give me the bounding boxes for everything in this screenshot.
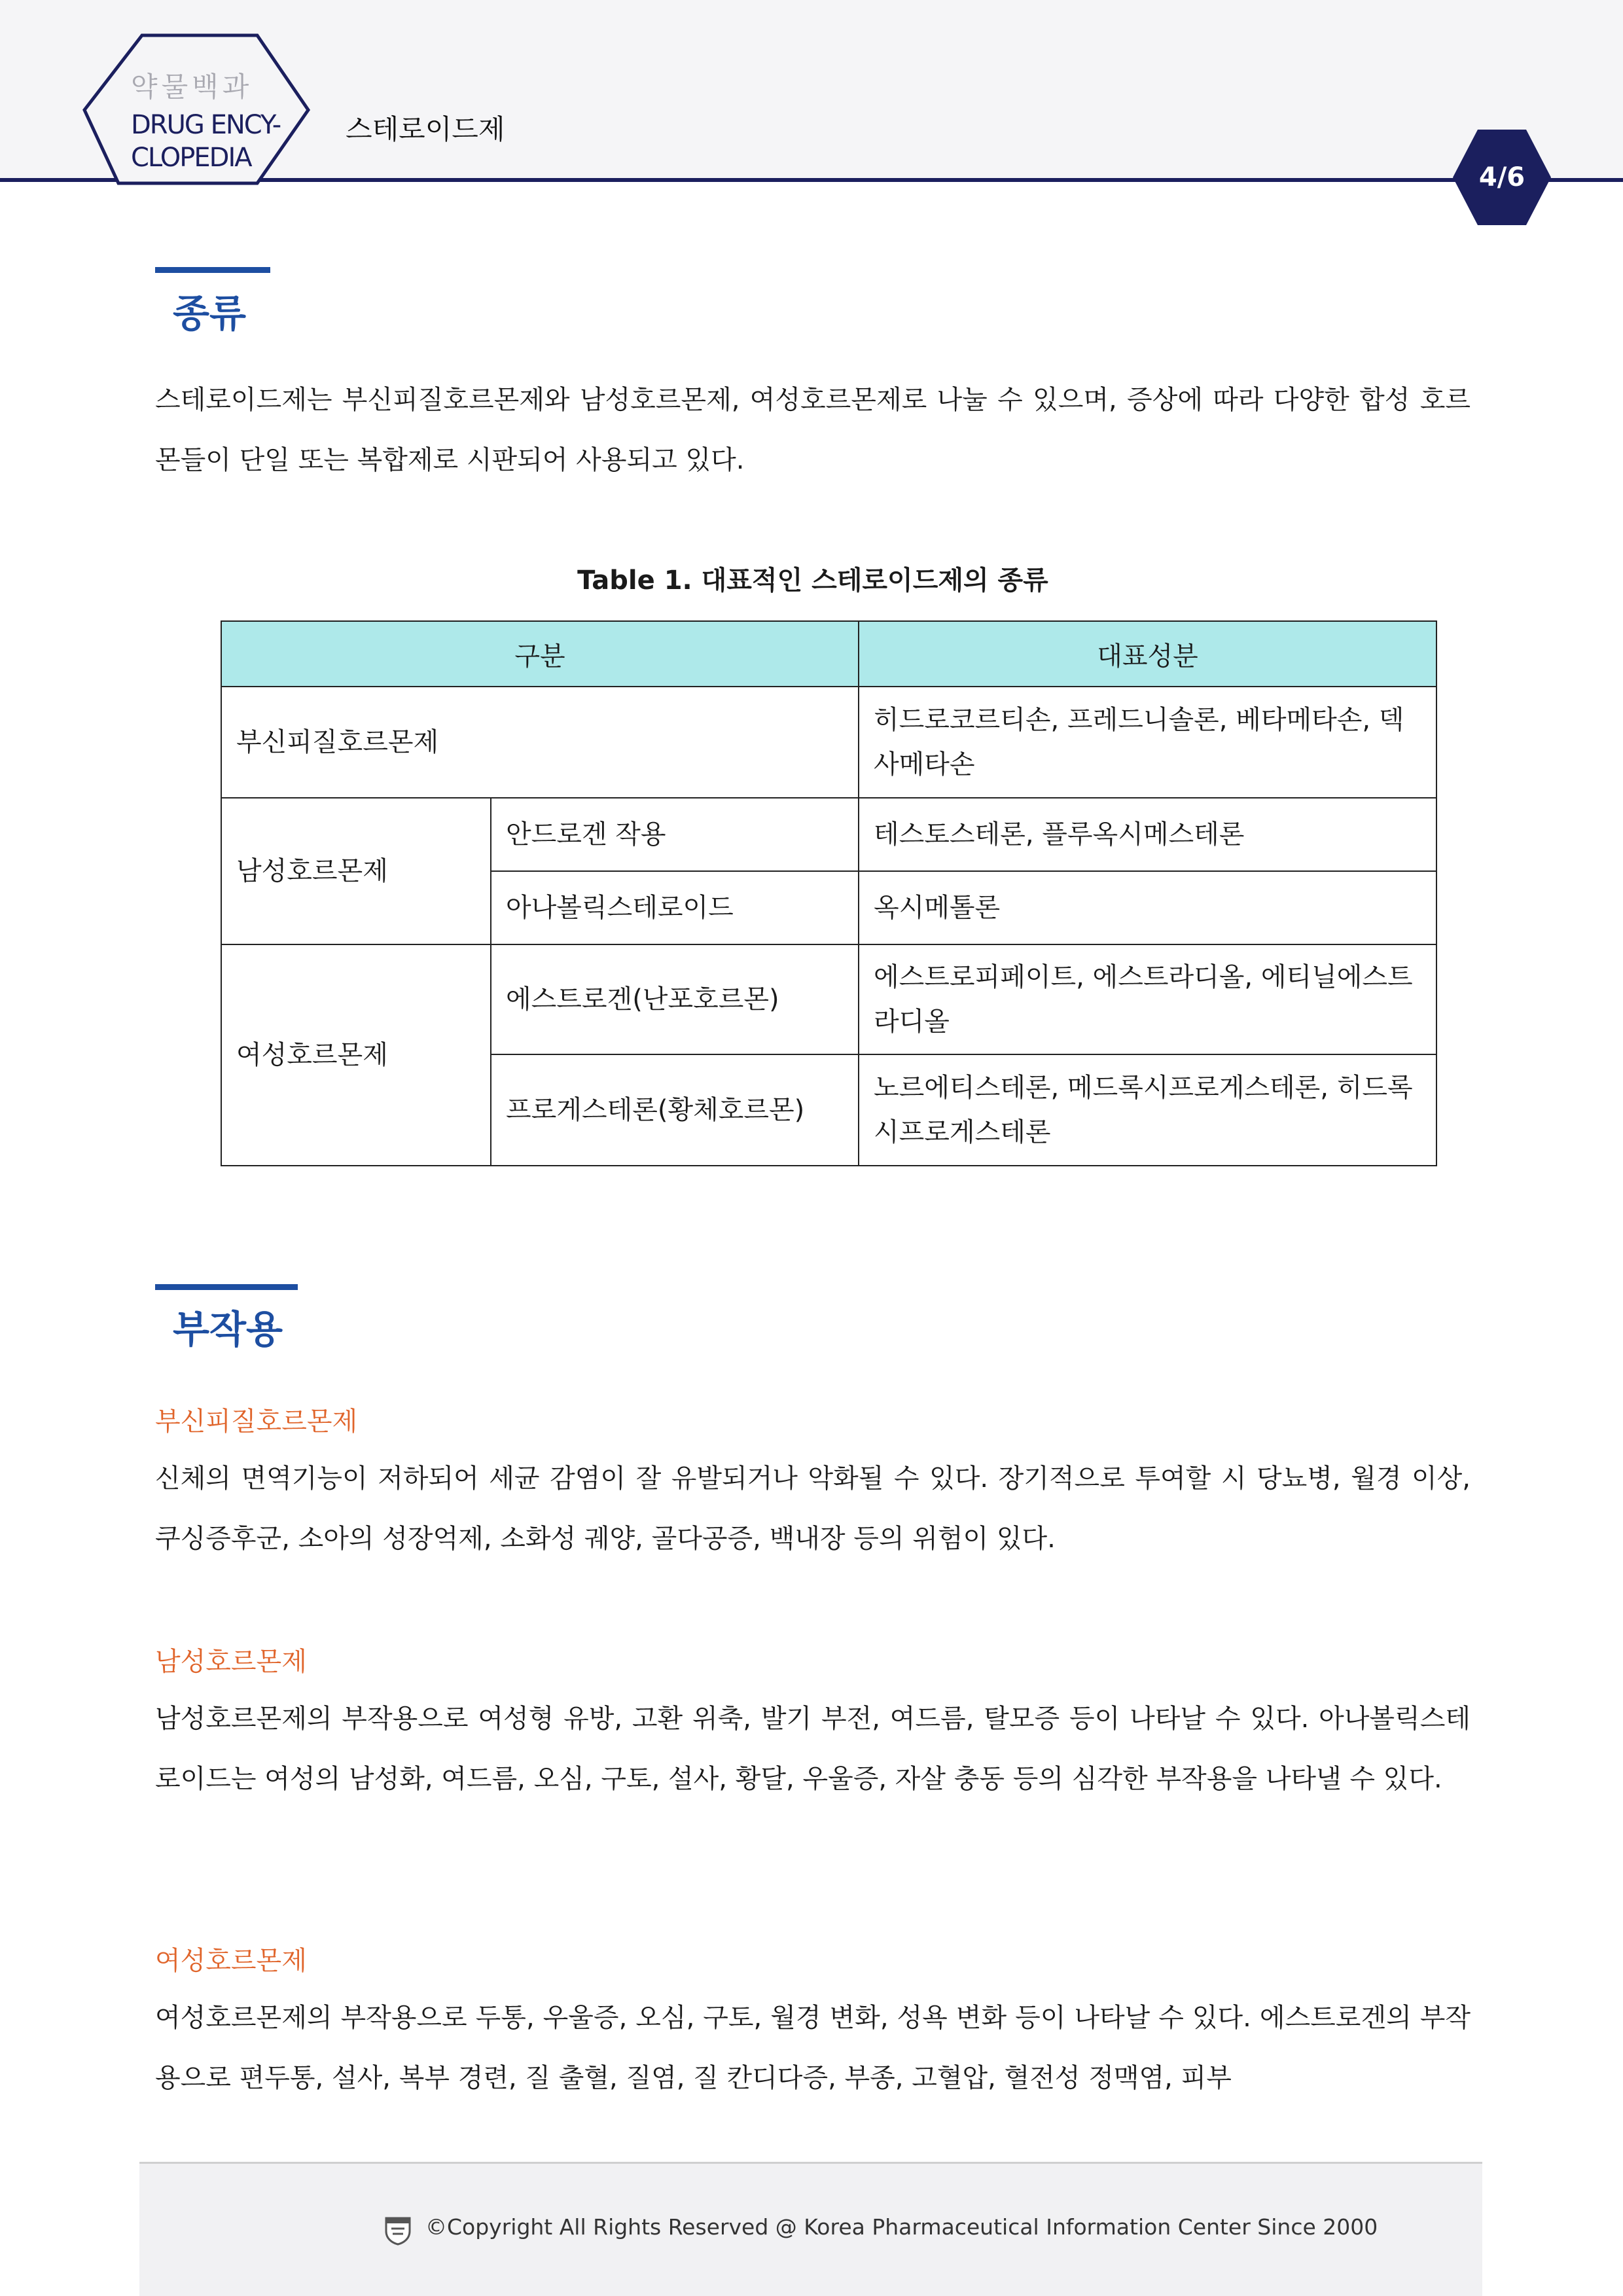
logo-english-line1: DRUG ENCY- xyxy=(131,110,281,140)
table-row xyxy=(221,798,1436,871)
table-cell-subcategory: 아나볼릭스테로이드 xyxy=(491,871,859,944)
section-types-bar xyxy=(155,267,270,273)
logo-korean: 약물백과 xyxy=(131,71,253,103)
table-cell-components: 노르에티스테론, 메드록시프로게스테론, 히드록시프로게스테론 xyxy=(859,1054,1436,1166)
table-cell-components: 히드로코르티손, 프레드니솔론, 베타메타손, 덱사메타손 xyxy=(859,687,1436,798)
table-caption: Table 1. 대표적인 스테로이드제의 종류 xyxy=(577,565,1048,596)
table-header-components: 대표성분 xyxy=(859,621,1436,687)
subsection-female-body: 여성호르몬제의 부작용으로 두통, 우울증, 오심, 구토, 월경 변화, 성욕 변화 등이 나타날 수 있다. 에스트로겐의 부작용으로 편두통, 설사, 복부 경련, 질 출혈, 질염, 질 칸디다증, 부종, 고혈압, 혈전성 정맥염, 피부 xyxy=(155,2003,1471,2093)
table-cell-components: 옥시메톨론 xyxy=(859,871,1436,944)
table-cell-category: 남성호르몬제 xyxy=(221,798,491,944)
subsection-adrenal-heading: 부신피질호르몬제 xyxy=(155,1407,358,1437)
table-header-row xyxy=(221,621,1436,687)
shield-crest-icon xyxy=(383,2214,412,2246)
table-cell-subcategory: 프로게스테론(황체호르몬) xyxy=(491,1054,859,1166)
section-side-effects-bar xyxy=(155,1284,298,1290)
subsection-male-heading: 남성호르몬제 xyxy=(155,1647,307,1677)
subsection-adrenal-body: 신체의 면역기능이 저하되어 세균 감염이 잘 유발되거나 악화될 수 있다. 장기적으로 투여할 시 당뇨병, 월경 이상, 쿠싱증후군, 소아의 성장억제, 소화성 궤양, 골다공증, 백내장 등의 위험이 있다. xyxy=(155,1463,1471,1554)
table-cell-category: 여성호르몬제 xyxy=(221,944,491,1166)
subsection-male-body: 남성호르몬제의 부작용으로 여성형 유방, 고환 위축, 발기 부전, 여드름, 탈모증 등이 나타날 수 있다. 아나볼릭스테로이드는 여성의 남성화, 여드름, 오심, 구토, 설사, 황달, 우울증, 자살 충동 등의 심각한 부작용을 나타낼 수 있다. xyxy=(155,1704,1471,1794)
footer-copyright: ©Copyright All Rights Reserved @ Korea Pharmaceutical Information Center Since 2000 xyxy=(425,2214,1378,2240)
section-types-title: 종류 xyxy=(173,291,247,336)
table-header-category: 구분 xyxy=(221,621,859,687)
table-cell-category: 부신피질호르몬제 xyxy=(221,687,859,798)
subsection-female-heading: 여성호르몬제 xyxy=(155,1946,307,1976)
table-row xyxy=(221,687,1436,798)
section-side-effects-title: 부작용 xyxy=(173,1307,283,1352)
table-cell-subcategory: 에스트로겐(난포호르몬) xyxy=(491,944,859,1054)
steroid-types-table xyxy=(221,620,1437,1166)
section-types-body: 스테로이드제는 부신피질호르몬제와 남성호르몬제, 여성호르몬제로 나눌 수 있으며, 증상에 따라 다양한 합성 호르몬들이 단일 또는 복합제로 시판되어 사용되고 있다. xyxy=(155,385,1471,475)
table-cell-components: 테스토스테론, 플루옥시메스테론 xyxy=(859,798,1436,871)
table-cell-subcategory: 안드로겐 작용 xyxy=(491,798,859,871)
header-title: 스테로이드제 xyxy=(346,113,505,145)
table-row xyxy=(221,944,1436,1054)
logo-english-line2: CLOPEDIA xyxy=(131,143,251,173)
table-cell-components: 에스트로피페이트, 에스트라디올, 에티닐에스트라디올 xyxy=(859,944,1436,1054)
page-indicator: 4/6 xyxy=(1478,162,1525,192)
